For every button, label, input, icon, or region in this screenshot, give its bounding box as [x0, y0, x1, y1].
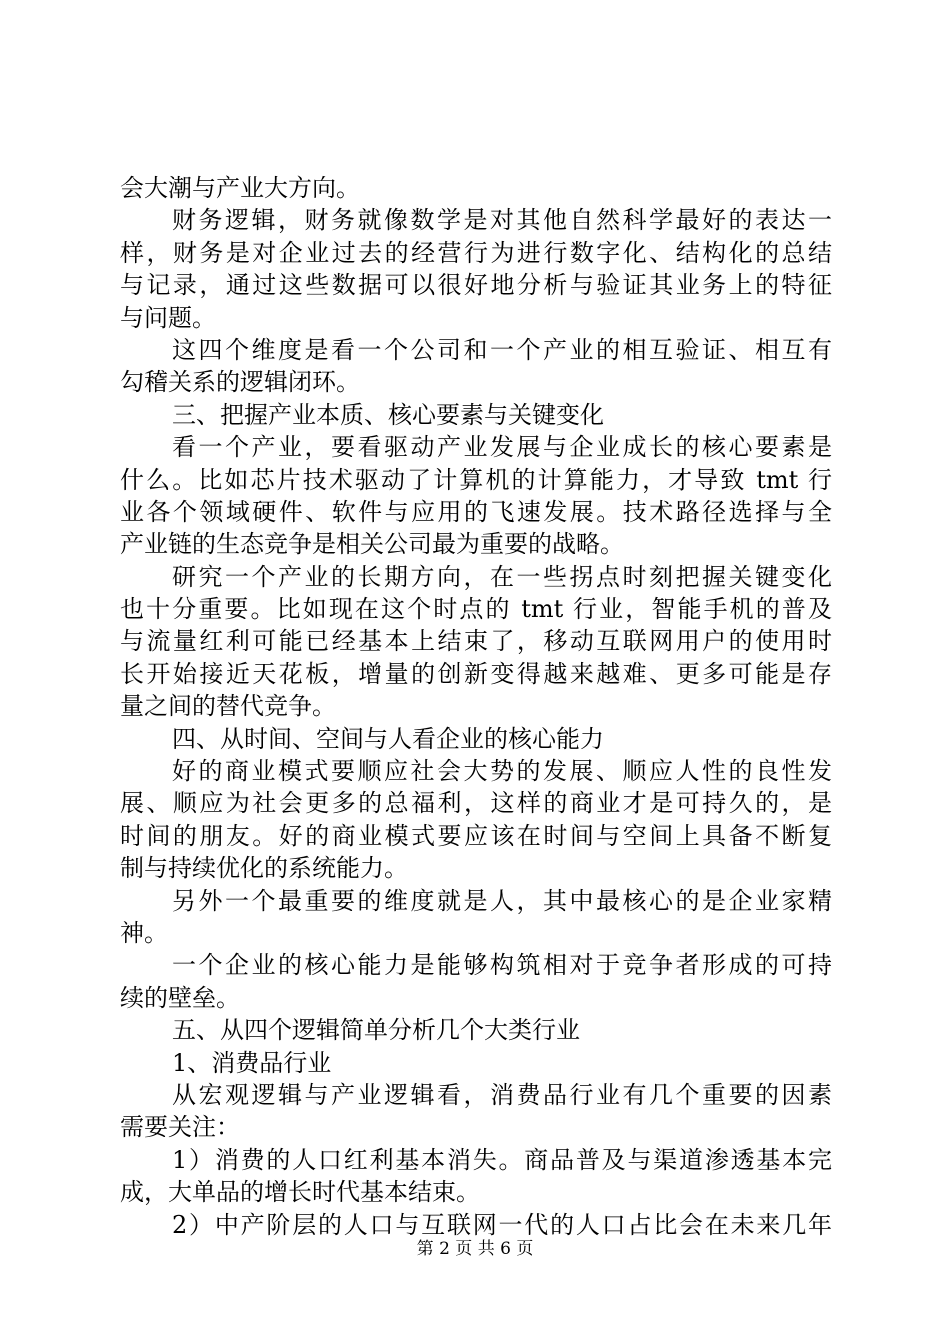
- text-line: 好的商业模式要顺应社会大势的发展、顺应人性的良性发: [172, 757, 832, 786]
- text-line: 三、把握产业本质、核心要素与关键变化: [172, 400, 604, 429]
- text-line: 什么。比如芯片技术驱动了计算机的计算能力，才导致 tmt 行: [120, 465, 832, 494]
- text-line: 展、顺应为社会更多的总福利，这样的商业才是可持久的，是: [120, 789, 832, 818]
- page-footer: 第 2 页 共 6 页: [416, 1239, 534, 1259]
- text-line: 研究一个产业的长期方向，在一些拐点时刻把握关键变化: [172, 562, 832, 591]
- text-line: 与流量红利可能已经基本上结束了，移动互联网用户的使用时: [120, 627, 832, 656]
- text-line: 与问题。: [120, 303, 216, 332]
- text-line: 与记录，通过这些数据可以很好地分析与验证其业务上的特征: [120, 271, 832, 300]
- text-line: 量之间的替代竞争。: [120, 692, 336, 721]
- text-line: 业各个领域硬件、软件与应用的飞速发展。技术路径选择与全: [120, 497, 832, 526]
- text-line: 时间的朋友。好的商业模式要应该在时间与空间上具备不断复: [120, 821, 832, 850]
- text-line: 看一个产业，要看驱动产业发展与企业成长的核心要素是: [172, 433, 832, 462]
- text-line: 制与持续优化的系统能力。: [120, 854, 408, 883]
- text-line: 五、从四个逻辑简单分析几个大类行业: [172, 1016, 580, 1045]
- text-line: 成，大单品的增长时代基本结束。: [120, 1178, 480, 1207]
- text-line: 财务逻辑，财务就像数学是对其他自然科学最好的表达一: [172, 206, 832, 235]
- text-line: 续的壁垒。: [120, 983, 240, 1012]
- text-line: 从宏观逻辑与产业逻辑看，消费品行业有几个重要的因素: [172, 1080, 832, 1109]
- text-line: 1）消费的人口红利基本消失。商品普及与渠道渗透基本完: [172, 1145, 832, 1174]
- text-line: 需要关注：: [120, 1113, 240, 1142]
- text-line: 也十分重要。比如现在这个时点的 tmt 行业，智能手机的普及: [120, 595, 832, 624]
- text-line: 长开始接近天花板，增量的创新变得越来越难、更多可能是存: [120, 659, 832, 688]
- text-line: 样，财务是对企业过去的经营行为进行数字化、结构化的总结: [120, 238, 832, 267]
- text-line: 勾稽关系的逻辑闭环。: [120, 368, 360, 397]
- text-line: 四、从时间、空间与人看企业的核心能力: [172, 724, 604, 753]
- text-line: 产业链的生态竞争是相关公司最为重要的战略。: [120, 530, 624, 559]
- document-body: [120, 172, 832, 1241]
- text-line: 1、消费品行业: [172, 1048, 332, 1077]
- text-line: 这四个维度是看一个公司和一个产业的相互验证、相互有: [172, 335, 832, 364]
- text-line: 2）中产阶层的人口与互联网一代的人口占比会在未来几年: [172, 1210, 832, 1239]
- text-line: 神。: [120, 918, 168, 947]
- text-line: 另外一个最重要的维度就是人，其中最核心的是企业家精: [172, 886, 832, 915]
- text-line: 一个企业的核心能力是能够构筑相对于竞争者形成的可持: [172, 951, 832, 980]
- text-line: 会大潮与产业大方向。: [120, 174, 360, 202]
